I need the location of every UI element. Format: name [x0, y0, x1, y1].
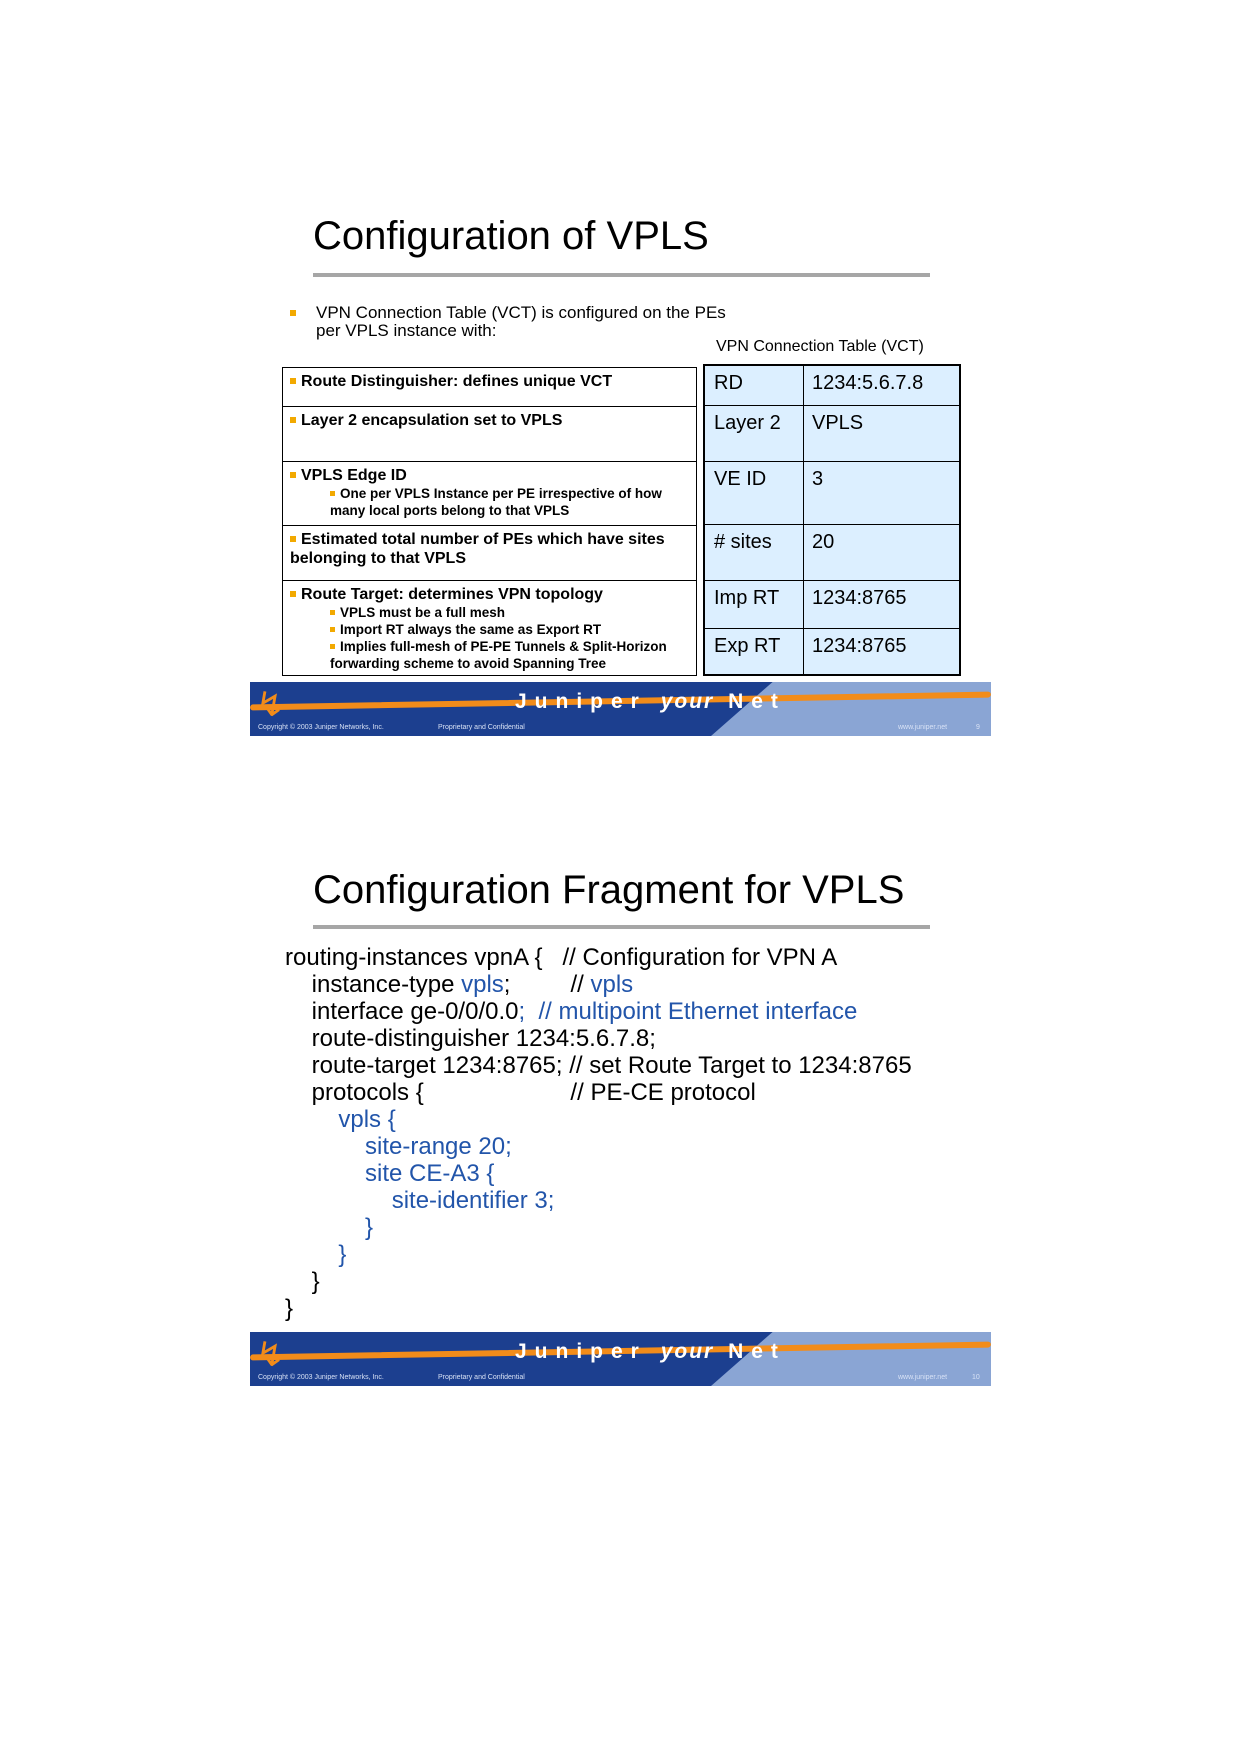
sub-item: Implies full-mesh of PE-PE Tunnels & Split-Horizon forwarding scheme to avoid Spanning Tree [330, 639, 667, 671]
code-line: site-range 20; [365, 1133, 512, 1160]
vct-key: RD [714, 372, 743, 394]
left-item-rd: Route Distinguisher: defines unique VCT [282, 367, 697, 407]
confidential-text: Proprietary and Confidential [438, 724, 525, 731]
website-text: www.juniper.net [898, 1374, 948, 1381]
code-line: } [338, 1241, 347, 1268]
vct-key: Layer 2 [714, 412, 781, 434]
arrow-logo-icon: ↯ [256, 1336, 285, 1374]
left-item-layer2: Layer 2 encapsulation set to VPLS [282, 406, 697, 462]
code-line: } [285, 1295, 294, 1322]
slide1-title: Configuration of VPLS [313, 214, 709, 258]
code-line: route-distinguisher 1234:5.6.7.8; [311, 1025, 656, 1052]
vct-value: 3 [812, 468, 824, 490]
copyright-text: Copyright © 2003 Juniper Networks, Inc. [258, 1374, 384, 1381]
vct-value: 1234:5.6.7.8 [812, 372, 924, 394]
left-item-rt: Route Target: determines VPN topology VPLS must be a full mesh Import RT always the same as Export RT Implies full-mesh of PE-PE Tunnels & Split-Horizon forwarding scheme to avoid Spanning Tree [282, 580, 697, 676]
page-number: 9 [976, 724, 980, 731]
left-item-ve-id: VPLS Edge ID One per VPLS Instance per PE irrespective of how many local ports belong to that VPLS [282, 461, 697, 526]
title-divider [313, 925, 930, 929]
code-line: route-target 1234:8765; // set Route Target to 1234:8765 [311, 1052, 912, 1079]
vct-key: VE ID [714, 468, 767, 490]
website-text: www.juniper.net [898, 724, 948, 731]
vct-value: 1234:8765 [812, 587, 907, 609]
confidential-text: Proprietary and Confidential [438, 1374, 525, 1381]
vct-key: Imp RT [714, 587, 780, 609]
banner-brand: Juniper your Net [515, 690, 786, 713]
code-line: } [311, 1268, 320, 1295]
vct-caption: VPN Connection Table (VCT) [716, 338, 924, 355]
code-line: site CE-A3 { [365, 1160, 495, 1187]
config-code-block [285, 944, 912, 1322]
code-line: instance-type vpls; // vpls [311, 971, 634, 998]
intro-text: VPN Connection Table (VCT) is configured on the PEs per VPLS instance with: [316, 303, 726, 340]
code-line: interface ge-0/0/0.0; // multipoint Ethernet interface [311, 998, 858, 1025]
code-line: vpls { [338, 1106, 396, 1133]
vct-value: VPLS [812, 412, 864, 434]
code-line: site-identifier 3; [391, 1187, 555, 1214]
vct-value: 1234:8765 [812, 635, 907, 657]
left-item-sites: Estimated total number of PEs which have sites belonging to that VPLS [282, 525, 697, 581]
vct-value: 20 [812, 531, 835, 553]
vct-key: # sites [714, 531, 772, 553]
sub-item: One per VPLS Instance per PE irrespective of how many local ports belong to that VPLS [330, 486, 662, 518]
footer-banner [250, 1332, 991, 1386]
page-number: 10 [972, 1374, 980, 1381]
sub-item: VPLS must be a full mesh [330, 604, 689, 621]
banner-brand: Juniper your Net [515, 1340, 786, 1363]
slide2-title: Configuration Fragment for VPLS [313, 868, 905, 912]
code-line: } [365, 1214, 374, 1241]
arrow-logo-icon: ↯ [256, 686, 285, 724]
copyright-text: Copyright © 2003 Juniper Networks, Inc. [258, 724, 384, 731]
sub-item: Import RT always the same as Export RT [330, 621, 689, 638]
code-line: routing-instances vpnA { // Configuration for VPN A [285, 944, 838, 971]
vct-key: Exp RT [714, 635, 781, 657]
code-line: protocols { // PE-CE protocol [311, 1079, 756, 1106]
